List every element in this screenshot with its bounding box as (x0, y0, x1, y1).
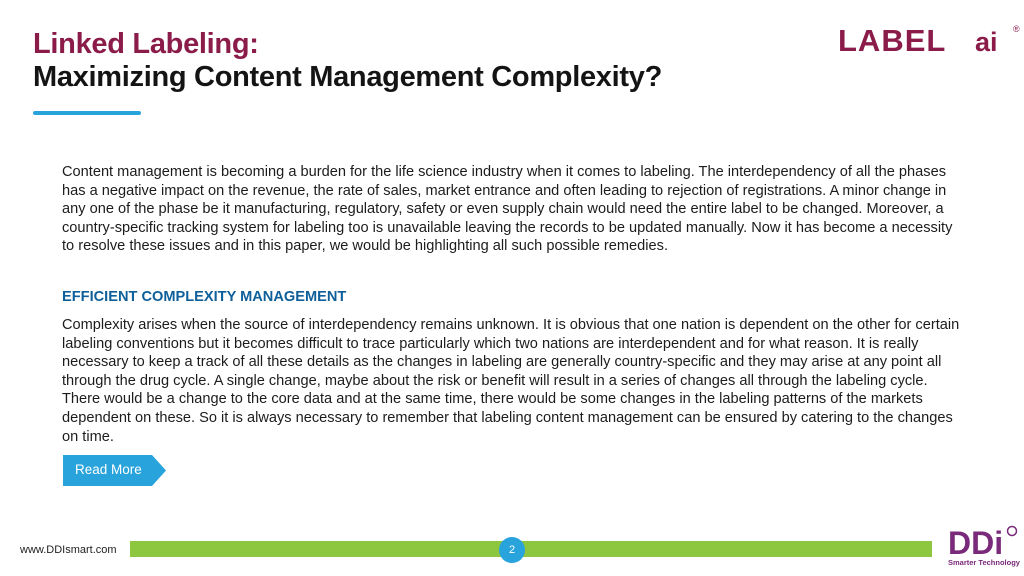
ddi-logo[interactable] (946, 524, 1020, 570)
labelai-logo-suffix: ai (975, 27, 998, 56)
section-heading: EFFICIENT COMPLEXITY MANAGEMENT (62, 289, 347, 305)
ddi-logo-wordmark: DDi (948, 525, 1004, 558)
page-title-line-2: Maximizing Content Management Complexity? (33, 61, 662, 93)
intro-paragraph: Content management is becoming a burden for the life science industry when it comes to labeling. The interdependency of all the phases has a negative impact on the revenue, the rate of sales, market entrance and often leading to rejection of registrations. A minor change in any one of the phase be it manufacturing, regulatory, safety or even supply chain would need the entire label to be changed. Moreover, a country-specific tracking system for labeling too is unavailable leaving the records to be updated manually. Now it has become a necessity to resolve these issues and in this paper, we would be highlighting all such possible remedies. (62, 164, 953, 255)
registered-mark: ® (1013, 24, 1020, 34)
page-title-line-1: Linked Labeling: (33, 28, 259, 60)
read-more-label: Read More (75, 462, 142, 477)
ddi-tagline: Smarter Technology (948, 558, 1020, 567)
ddi-logo-dot-icon (1008, 527, 1017, 536)
footer-progress-bar (130, 541, 932, 557)
body-paragraph: Complexity arises when the source of interdependency remains unknown. It is obvious that one nation is dependent on the other for certain labeling conventions but it becomes difficult to trace particularly which two nations are interdependent and for what reason. It is really necessary to keep a track of all these details as the changes in labeling are generally country-specific and they may arise at any point all through the drug cycle. A single change, maybe about the risk or benefit will result in a series of changes all through the labeling cycle. There would be a change to the core data and at the same time, there would be some changes in the labeling patterns of the markets dependent on these. So it is always necessary to remember that labeling content management can be ensured by catering to the changes on time. (62, 317, 960, 445)
page-number-badge: 2 (499, 537, 525, 563)
labelai-logo[interactable] (838, 22, 1024, 56)
footer-website[interactable]: www.DDIsmart.com (20, 544, 117, 556)
title-underline-divider (33, 111, 141, 115)
labelai-logo-wordmark: LABEL (838, 23, 947, 56)
ddi-logo-mark (946, 524, 1020, 558)
read-more-button[interactable] (63, 455, 166, 486)
